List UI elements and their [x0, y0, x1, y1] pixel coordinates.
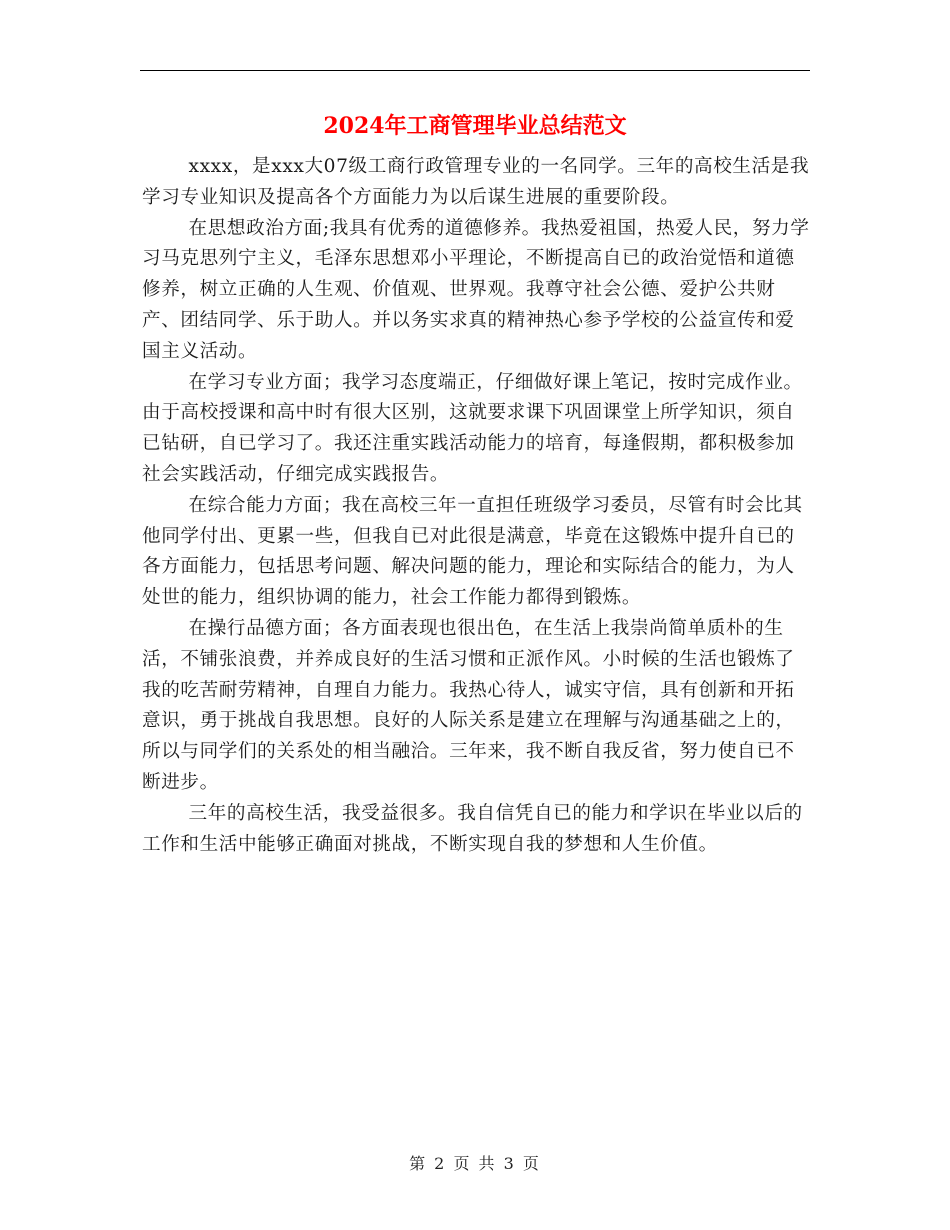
paragraph-politics: 在思想政治方面;我具有优秀的道德修养。我热爱祖国，热爱人民，努力学习马克思列宁主义，毛泽东思想邓小平理论，不断提高自已的政治觉悟和道德修养，树立正确的人生观、价值观、世界观。我尊守社会公德、爱护公共财产、团结同学、乐于助人。并以务实求真的精神热心参予学校的公益宣传和爱国主义活动。	[142, 217, 810, 362]
paragraph-ability: 在综合能力方面；我在高校三年一直担任班级学习委员，尽管有时会比其他同学付出、更累一些，但我自已对此很是满意，毕竟在这锻炼中提升自已的各方面能力，包括思考问题、解决问题的能力，理论和实际结合的能力，为人处世的能力，组织协调的能力，社会工作能力都得到锻炼。	[142, 494, 803, 609]
body-text	[142, 152, 810, 860]
paragraph-study: 在学习专业方面；我学习态度端正，仔细做好课上笔记，按时完成作业。由于高校授课和高中时有很大区别，这就要求课下巩固课堂上所学知识，须自已钻研，自已学习了。我还注重实践活动能力的培育，每逢假期，都积极参加社会实践活动，仔细完成实践报告。	[142, 371, 803, 485]
page-number: 第 2 页 共 3 页	[409, 1154, 541, 1173]
page-title: 2024年工商管理毕业总结范文	[323, 113, 627, 139]
header-rule	[140, 70, 810, 71]
paragraph-intro: xxxx，是xxx大07级工商行政管理专业的一名同学。三年的高校生活是我学习专业知识及提高各个方面能力为以后谋生进展的重要阶段。	[142, 156, 810, 208]
paragraph-conduct: 在操行品德方面；各方面表现也很出色，在生活上我崇尚简单质朴的生活，不铺张浪费，并养成良好的生活习惯和正派作风。小时候的生活也锻炼了我的吃苦耐劳精神，自理自力能力。我热心待人，诚实守信，具有创新和开拓意识，勇于挑战自我思想。良好的人际关系是建立在理解与沟通基础之上的，所以与同学们的关系处的相当融洽。三年来，我不断自我反省，努力使自已不断进步。	[142, 617, 795, 793]
paragraph-conclusion: 三年的高校生活，我受益很多。我自信凭自已的能力和学识在毕业以后的工作和生活中能够正确面对挑战，不断实现自我的梦想和人生价值。	[142, 802, 803, 855]
